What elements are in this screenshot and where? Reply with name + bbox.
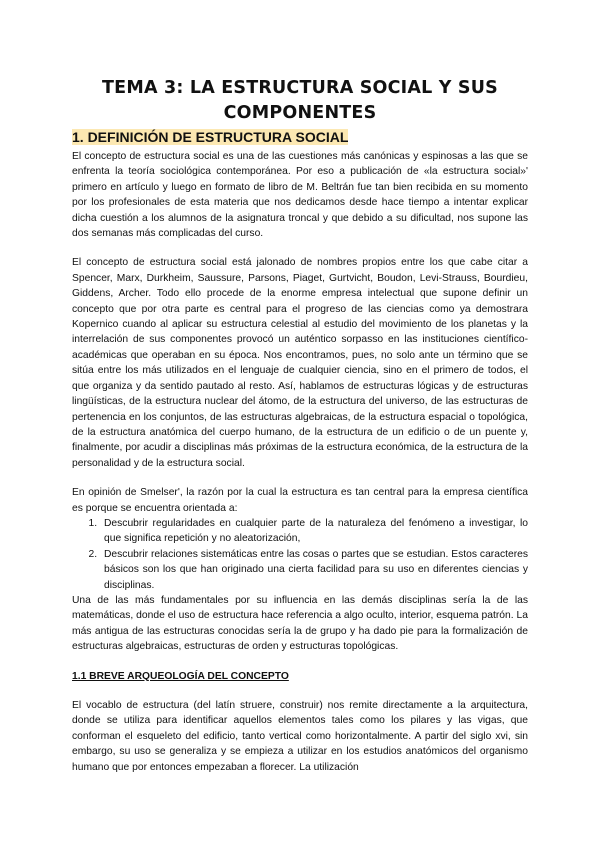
paragraph-4: Una de las más fundamentales por su influencia en las demás disciplinas sería la de las matemáticas, donde el uso de estructura hace referencia a algo oculto, interior, esquema patrón. La más antigua de las estructuras conocidas sería la de grupo y ha dado pie para la formalización de estructuras algebraicas, estructuras de orden y estructuras topológicas. [72,594,528,653]
title-line-1: TEMA 3: LA ESTRUCTURA SOCIAL Y SUS [102,78,498,98]
title-line-2: COMPONENTES [223,103,377,123]
section-1-heading-text: 1. DEFINICIÓN DE ESTRUCTURA SOCIAL [72,129,349,145]
paragraph-5: El vocablo de estructura (del latín struere, construir) nos remite directamente a la arquitectura, donde se utiliza para identificar aquellos elementos tales como los pilares y las vigas, que conforman el esqueleto del edificio, tanto vertical como horizontalmente. A partir del siglo xvi, sin embargo, su uso se generaliza y se empieza a utilizar en los estudios anatómicos del organismo humano que por entonces empezaban a florecer. La utilización [72,700,528,773]
paragraph-1: El concepto de estructura social es una de las cuestiones más canónicas y espinosas a las que se enfrenta la teoría sociológica contemporánea. Por eso a publicación de «la estructura social»' primero en artículo y luego en formato de libro de M. Beltrán fue tan bien recibida en su momento por los profesionales de esta materia que nos dedicamos desde hace tiempo a intentar explicar dicha cuestión a los alumnos de la asignatura troncal y que debido a su dificultad, nos supone las dos semanas más complicadas del curso. [72,151,528,240]
section-1-heading [72,128,350,147]
section-1-1-heading: 1.1 BREVE ARQUEOLOGÍA DEL CONCEPTO [72,670,289,682]
paragraph-2: El concepto de estructura social está jalonado de nombres propios entre los que cabe citar a Spencer, Marx, Durkheim, Saussure, Parsons, Piaget, Gurtvicht, Boudon, Levi-Strauss, Bourdieu, Giddens, Archer. Todo ello procede de la enorme empresa intelectual que supone definir un concepto que por otra parte es central para el progreso de las ciencias como ya demostrara Kopernico cuando al aplicar su estructura celestial al estudio del movimiento de los planetas y la interrelación de sus componentes provocó un auténtico sorpasso en las instituciones científico-académicas que operaban en su época. Nos encontramos, pues, no solo ante un término que se sitúa entre los más utilizados en el lenguaje de cualquier ciencia, sino en el primero de todos, el que organiza y da sentido pautado al resto. Así, hablamos de estructuras lógicas y de estructuras lingüísticas, de la estructura nuclear del átomo, de la estructura del universo, de las estructuras de pertenencia en los conjuntos, de las estructuras algebraicas, de la estructura espacial o topológica, de la estructura anatómica del cuerpo humano, de la estructura de un edificio o de un puente y, finalmente, por acudir a disciplinas más próximas de la estructura económica, de la estructura de la personalidad y de la estructura social. [72,257,528,469]
orientation-list [72,516,528,593]
document-title [72,0,528,126]
list-item: 1. Descubrir regularidades en cualquier parte de la naturaleza del fenómeno a investigar, lo que significa repetición y no aleatorización, [100,516,528,547]
list-item: 2. Descubrir relaciones sistemáticas entre las cosas o partes que se estudian. Estos caracteres básicos son los que han originado una cierta facilidad para su uso en diferentes ciencias y disciplinas. [100,547,528,593]
paragraph-3: En opinión de Smelser', la razón por la cual la estructura es tan central para la empresa científica es porque se encuentra orientada a: [72,487,528,514]
